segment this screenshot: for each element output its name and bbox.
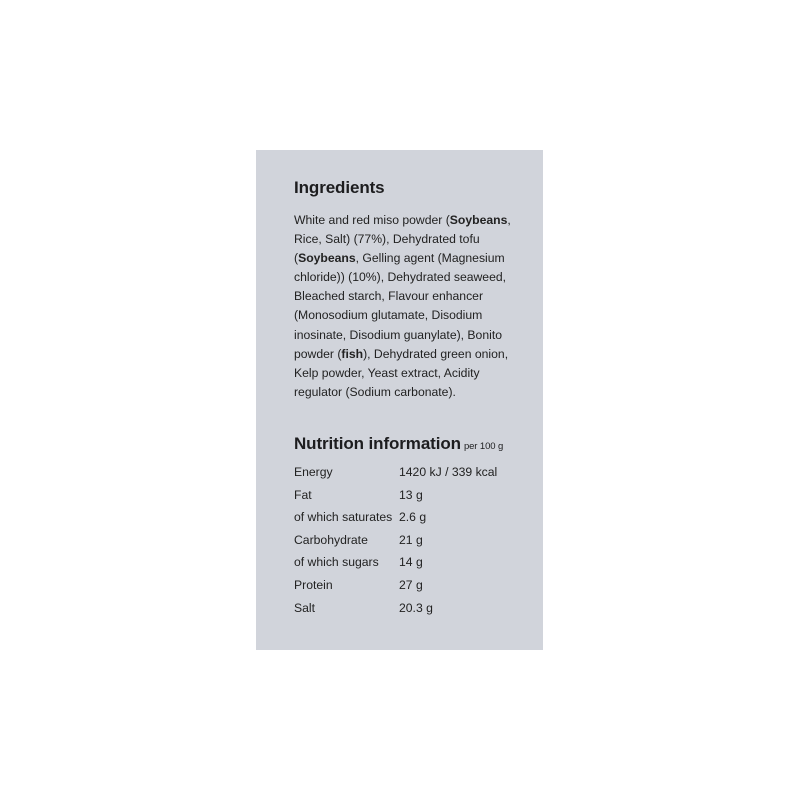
ingredients-heading: Ingredients: [294, 178, 385, 197]
ingredient-text: inosinate, Disodium guanylate), Bonito: [294, 327, 502, 342]
ingredients-line: [294, 211, 534, 230]
nutrient-value: 14 g: [399, 555, 423, 570]
nutrient-value: 21 g: [399, 532, 423, 547]
nutrition-row: [294, 506, 534, 529]
ingredients-line: [294, 249, 534, 268]
nutrition-row: [294, 574, 534, 597]
ingredient-text: chloride)) (10%), Dehydrated seaweed,: [294, 270, 507, 285]
ingredient-text: (Monosodium glutamate, Disodium: [294, 308, 483, 323]
nutrition-table: [294, 461, 534, 619]
nutrition-row: [294, 529, 534, 552]
nutrient-value: 27 g: [399, 577, 423, 592]
ingredients-line: [294, 230, 534, 249]
ingredients-text: [294, 211, 534, 402]
label-panel: [256, 150, 543, 650]
ingredient-text: , Gelling agent (Magnesium: [355, 251, 505, 266]
ingredient-text: Rice, Salt) (77%), Dehydrated tofu: [294, 232, 480, 247]
ingredients-line: [294, 287, 534, 306]
ingredients-line: [294, 268, 534, 287]
nutrient-label: Salt: [294, 600, 316, 615]
ingredient-text: ,: [507, 213, 511, 227]
nutrient-label: Energy: [294, 465, 333, 479]
ingredients-line: [294, 383, 534, 402]
nutrient-value: 13 g: [399, 487, 423, 502]
nutrient-label: Protein: [294, 577, 333, 592]
nutrition-row: [294, 484, 534, 507]
nutrition-row: [294, 551, 534, 574]
nutrition-row: [294, 597, 534, 620]
ingredient-text: ), Dehydrated green onion,: [363, 346, 509, 361]
nutrient-value: 1420 kJ / 339 kcal: [399, 465, 498, 479]
ingredients-line: [294, 345, 534, 364]
nutrient-label: Fat: [294, 487, 312, 502]
ingredient-text: regulator (Sodium carbonate).: [294, 384, 456, 399]
nutrition-heading: [294, 434, 503, 454]
ingredient-text: White and red miso powder (: [294, 213, 450, 227]
allergen-text: fish: [341, 346, 364, 361]
nutrient-label: of which saturates: [294, 510, 393, 525]
ingredients-line: [294, 326, 534, 345]
ingredient-text: Kelp powder, Yeast extract, Acidity: [294, 365, 480, 380]
ingredient-text: Bleached starch, Flavour enhancer: [294, 289, 484, 304]
nutrition-row: [294, 461, 534, 484]
allergen-text: Soybeans: [449, 213, 508, 227]
nutrition-title: Nutrition information: [294, 434, 461, 453]
nutrient-label: of which sugars: [294, 555, 379, 570]
nutrient-label: Carbohydrate: [294, 532, 368, 547]
nutrient-value: 20.3 g: [399, 600, 433, 615]
ingredient-text: (: [294, 251, 299, 266]
per-unit-note: per 100 g: [463, 441, 504, 452]
ingredient-text: powder (: [294, 346, 342, 361]
ingredients-line: [294, 306, 534, 325]
nutrient-value: 2.6 g: [399, 510, 427, 525]
allergen-text: Soybeans: [298, 251, 356, 266]
ingredients-line: [294, 364, 534, 383]
